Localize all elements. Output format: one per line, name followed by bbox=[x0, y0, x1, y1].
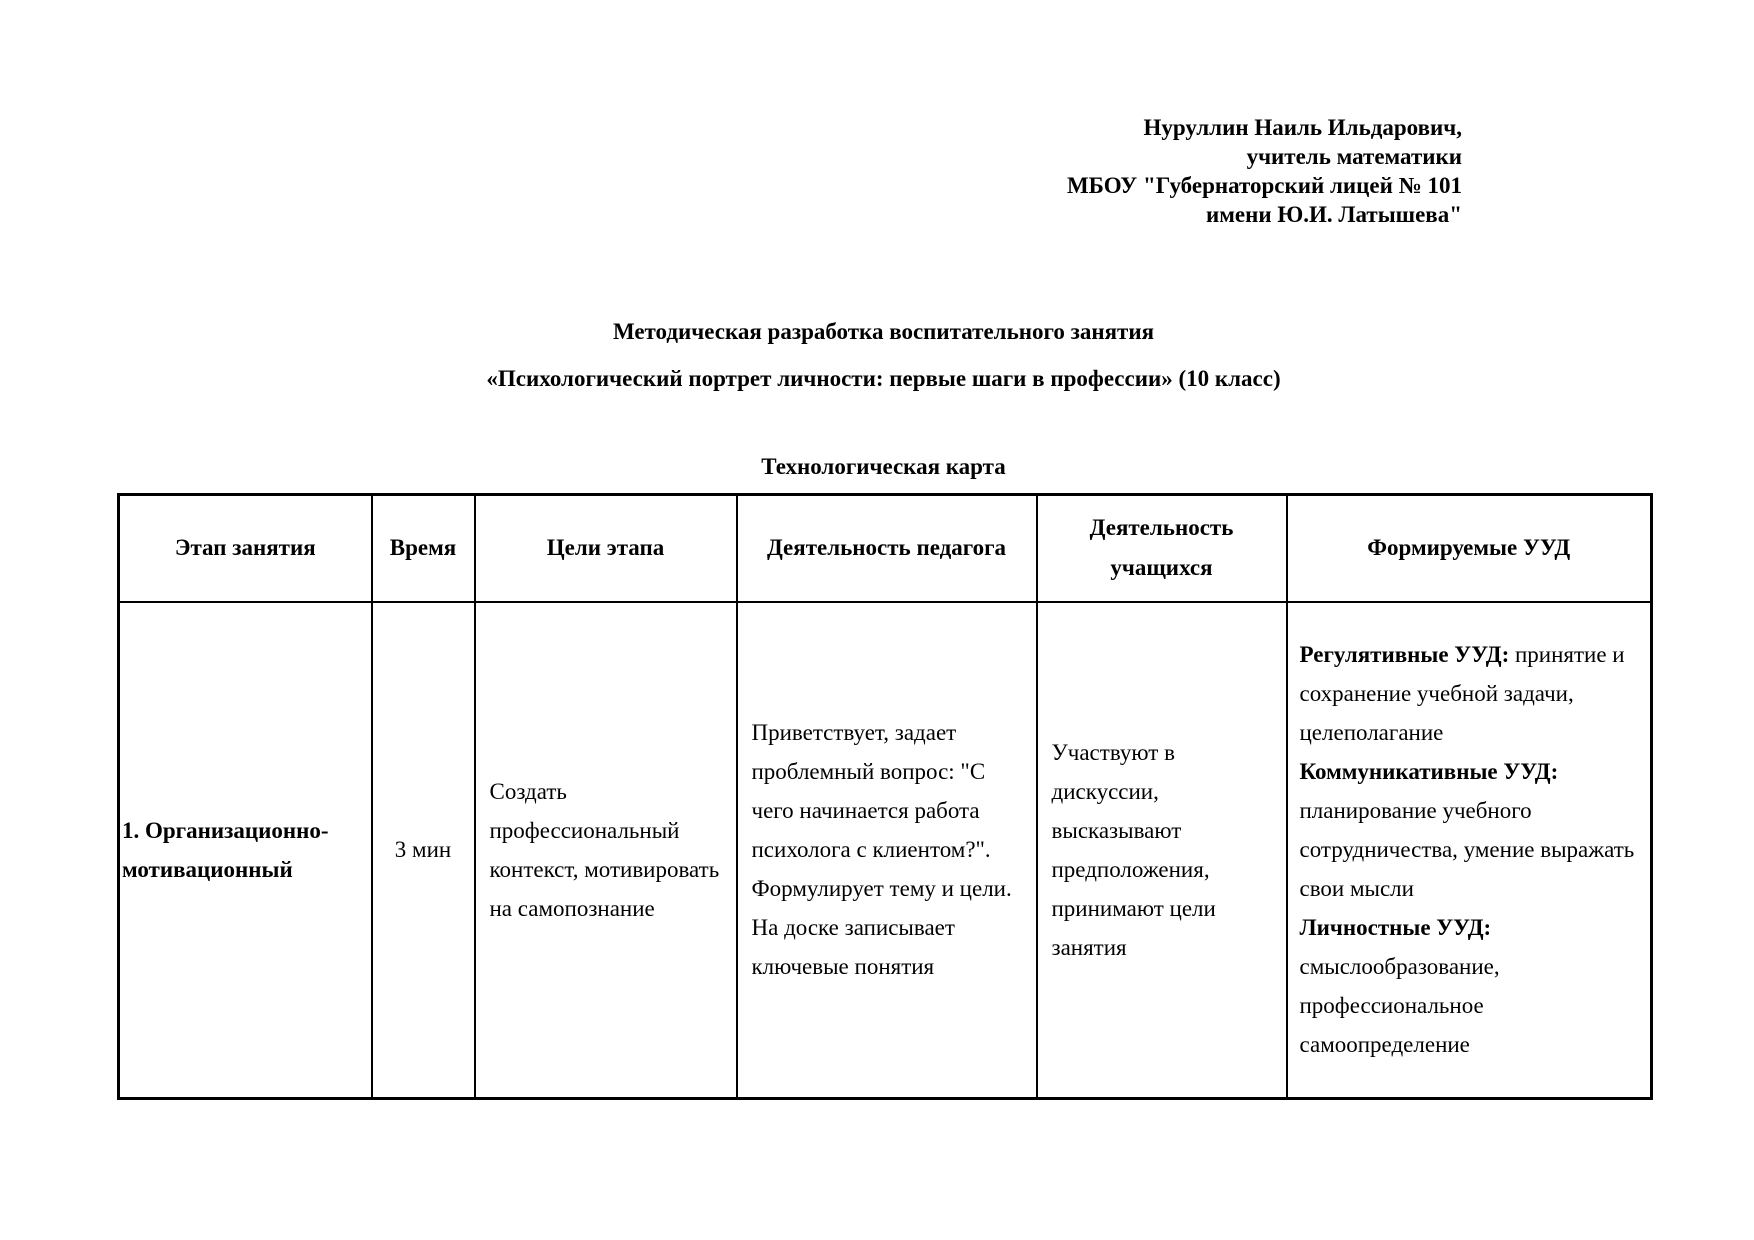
uud-item-personal bbox=[1300, 908, 1649, 1064]
col-header-goals: Цели этапа bbox=[475, 495, 737, 602]
col-header-student-activity: Деятельность учащихся bbox=[1037, 495, 1287, 602]
cell-student-activity: Участвуют в дискуссии, высказывают предположения, принимают цели занятия bbox=[1037, 602, 1287, 1099]
uud-label-regulative: Регулятивные УУД: bbox=[1299, 642, 1510, 668]
uud-label-personal: Личностные УУД: bbox=[1299, 915, 1492, 941]
author-block bbox=[1067, 113, 1462, 229]
cell-stage: 1. Организационно-мотивационный bbox=[119, 602, 372, 1099]
document-title-line-2: «Психологический портрет личности: первые шаги в профессии» (10 класс) bbox=[486, 366, 1281, 391]
document-title-line-1: Методическая разработка воспитательного занятия bbox=[612, 319, 1155, 344]
uud-text-communicative: планирование учебного сотрудничества, умение выражать свои мысли bbox=[1299, 798, 1635, 902]
tech-map-table bbox=[117, 493, 1653, 1100]
table-row-stage-1 bbox=[119, 602, 1652, 1099]
col-header-time: Время bbox=[372, 495, 475, 602]
table-header-row bbox=[119, 495, 1652, 602]
cell-goals: Создать профессиональный контекст, мотивировать на самопознание bbox=[475, 602, 737, 1099]
section-title: Технологическая карта bbox=[761, 454, 1006, 479]
author-line-1: Нуруллин Наиль Ильдарович, bbox=[1143, 115, 1462, 140]
uud-item-regulative bbox=[1300, 635, 1649, 752]
uud-text-personal: смыслообразование, профессиональное самоопределение bbox=[1299, 954, 1500, 1058]
col-header-stage: Этап занятия bbox=[119, 495, 372, 602]
cell-teacher-activity: Приветствует, задает проблемный вопрос: "С чего начинается работа психолога с клиентом?". Формулирует тему и цели. На доске записывает ключевые понятия bbox=[737, 602, 1037, 1099]
col-header-uud: Формируемые УУД bbox=[1287, 495, 1652, 602]
author-line-2: учитель математики bbox=[1246, 144, 1462, 169]
author-line-4: имени Ю.И. Латышева" bbox=[1205, 202, 1462, 227]
cell-time: 3 мин bbox=[372, 602, 475, 1099]
uud-item-communicative bbox=[1300, 752, 1649, 908]
uud-text-regulative: принятие и сохранение учебной задачи, целеполагание bbox=[1299, 642, 1625, 746]
cell-uud bbox=[1287, 602, 1652, 1099]
uud-label-communicative: Коммуникативные УУД: bbox=[1299, 759, 1559, 785]
col-header-teacher-activity: Деятельность педагога bbox=[737, 495, 1037, 602]
document-title bbox=[117, 317, 1650, 394]
author-line-3: МБОУ "Губернаторский лицей № 101 bbox=[1066, 173, 1462, 198]
